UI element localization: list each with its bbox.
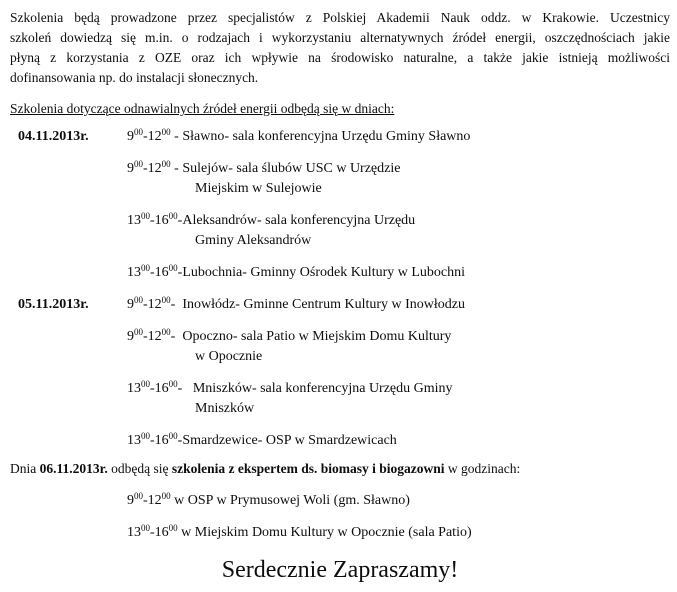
schedule-day: [10, 127, 670, 295]
schedule-entry: [127, 127, 670, 147]
intro-line-2: szkoleń dowiedzą się m.in. o rodzajach i wykorzystaniu alternatywnych źródeł energii, oszczędnościach jakie: [10, 30, 670, 45]
intro-line-3: płyną z korzystania z OZE oraz ich wpływie na środowisko naturalne, a także jakie istnieją możliwości: [10, 50, 670, 65]
time-superscript: 00: [141, 211, 150, 221]
time-superscript: 00: [141, 263, 150, 273]
schedule-entry: [127, 491, 670, 511]
time-superscript: 00: [141, 431, 150, 441]
biomass-entries: [10, 491, 670, 543]
schedule-day-entries: [127, 295, 670, 463]
section-heading: Szkolenia dotyczące odnawialnych źródeł energii odbędą się w dniach:: [10, 101, 395, 116]
schedule-entry: [127, 431, 670, 451]
time-superscript: 00: [161, 491, 171, 501]
text-segment: 06.11.2013r.: [39, 461, 108, 476]
schedule-entry: [127, 327, 670, 367]
time-superscript: 00: [168, 523, 178, 533]
entry-line: w Opocznie: [195, 349, 263, 364]
schedule-entry: [127, 159, 670, 199]
text-segment: Dnia: [10, 461, 40, 476]
schedule-entry: [127, 523, 670, 543]
entry-line: $13^{00}-16^{00}-Lubochnia-$ Gminny Ośrodek Kultury w Lubochni: [127, 263, 466, 280]
entry-line: $13^{00}-16^{00}-Smardzewice-$ OSP w Smardzewicach: [127, 431, 397, 448]
entry-line: $9^{00}-12^{00}$ - Sławno- sala konferencyjna Urzędu Gminy Sławno: [127, 127, 471, 144]
entry-line: $13^{00}-16^{00}-Aleksandrów-$ sala konferencyjna Urzędu: [127, 211, 416, 228]
time-superscript: 00: [134, 127, 143, 137]
schedule: [10, 127, 670, 463]
schedule-entry: [127, 379, 670, 419]
text-segment: szkolenia z ekspertem ds. biomasy i biogazowni: [171, 461, 445, 476]
schedule-entry: [127, 263, 670, 283]
time-superscript: 00: [134, 159, 143, 169]
intro-line-4: dofinansowania np. do instalacji słonecznych.: [10, 70, 259, 85]
schedule-date: 04.11.2013r.: [18, 129, 89, 144]
entry-line: $9^{00}-12^{00}$ w OSP w Prymusowej Woli (gm. Sławno): [127, 491, 410, 508]
entry-line: $9^{00}-12^{00}-$ Inowłódz- Gminne Centrum Kultury w Inowłodzu: [127, 295, 466, 312]
text-segment: w godzinach:: [444, 461, 521, 476]
time-superscript: 00: [141, 523, 150, 533]
entry-line: $13^{00}-16^{00}-$ Mniszków- sala konferencyjna Urzędu Gminy: [127, 379, 453, 396]
time-superscript: 00: [168, 211, 178, 221]
entry-line: Gminy Aleksandrów: [195, 233, 312, 248]
time-superscript: 00: [168, 431, 178, 441]
time-superscript: 00: [134, 491, 143, 501]
time-superscript: 00: [161, 327, 171, 337]
schedule-day-entries: [127, 127, 670, 295]
entry-line: Mniszków: [195, 401, 255, 416]
time-superscript: 00: [161, 127, 171, 137]
entry-line: Miejskim w Sulejowie: [195, 181, 322, 196]
schedule-entry: [127, 211, 670, 251]
time-superscript: 00: [168, 379, 178, 389]
schedule-day: [10, 295, 670, 463]
intro-line-1: Szkolenia będą prowadzone przez specjalistów z Polskiej Akademii Nauk oddz. w Krakowie. Uczestnicy: [10, 10, 670, 25]
time-superscript: 00: [134, 295, 143, 305]
time-superscript: 00: [161, 159, 171, 169]
time-superscript: 00: [141, 379, 150, 389]
time-superscript: 00: [161, 295, 171, 305]
intro-paragraph: [10, 8, 670, 88]
schedule-date: 05.11.2013r.: [18, 297, 89, 312]
time-superscript: 00: [168, 263, 178, 273]
closing-invitation: Serdecznie Zapraszamy!: [221, 557, 459, 583]
text-segment: odbędą się: [107, 461, 172, 476]
schedule-entry: [127, 295, 670, 315]
entry-line: $13^{00}-16^{00}$ w Miejskim Domu Kultury w Opocznie (sala Patio): [127, 523, 472, 540]
entry-line: $9^{00}-12^{00}$ - Sulejów- sala ślubów USC w Urzędzie: [127, 159, 401, 176]
time-superscript: 00: [134, 327, 143, 337]
entry-line: $9^{00}-12^{00}-$ Opoczno- sala Patio w Miejskim Domu Kultury: [127, 327, 452, 344]
